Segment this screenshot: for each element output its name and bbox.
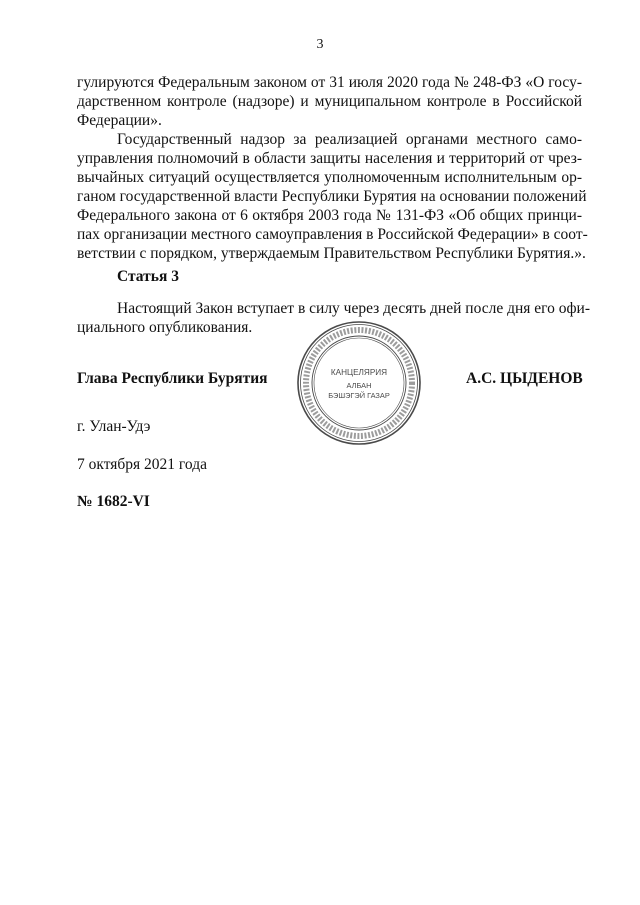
text-line: Федерального закона от 6 октября 2003 года № 131-ФЗ «Об общих принци- — [77, 207, 582, 224]
seal-text-line2: АЛБАН — [346, 381, 372, 390]
law-number: № 1682-VI — [77, 493, 150, 510]
text-line: Настоящий Закон вступает в силу через десять дней после дня его офи- — [117, 300, 590, 317]
text-line: вычайных ситуаций осуществляется уполномоченным исполнительным ор- — [77, 169, 582, 186]
seal-text-line1: КАНЦЕЛЯРИЯ — [330, 368, 388, 377]
article-heading: Статья 3 — [117, 268, 179, 285]
text-line: Государственный надзор за реализацией органами местного само- — [117, 131, 582, 148]
signatory-name: А.С. ЦЫДЕНОВ — [466, 370, 583, 387]
city: г. Улан-Удэ — [77, 418, 151, 435]
signature-title: Глава Республики Бурятия — [77, 370, 268, 387]
official-seal — [296, 320, 422, 446]
text-line: управления полномочий в области защиты населения и территорий от чрез- — [77, 150, 582, 167]
seal-text-line3: БЭШЭГЭЙ ГАЗАР — [328, 391, 390, 400]
date: 7 октября 2021 года — [77, 456, 207, 473]
text-line: пах организации местного самоуправления в Российской Федерации» в соот- — [77, 226, 588, 243]
page-number: 3 — [316, 37, 324, 52]
text-line: ветствии с порядком, утверждаемым Правительством Республики Бурятия.». — [77, 245, 586, 262]
text-line: дарственном контроле (надзоре) и муниципальном контроле в Российской — [77, 93, 582, 110]
text-line: циального опубликования. — [77, 319, 253, 336]
text-line: Федерации». — [77, 112, 162, 129]
text-line: гулируются Федеральным законом от 31 июля 2020 года № 248-ФЗ «О госу- — [77, 74, 582, 91]
text-line: ганом государственной власти Республики Бурятия на основании положений — [77, 188, 587, 205]
